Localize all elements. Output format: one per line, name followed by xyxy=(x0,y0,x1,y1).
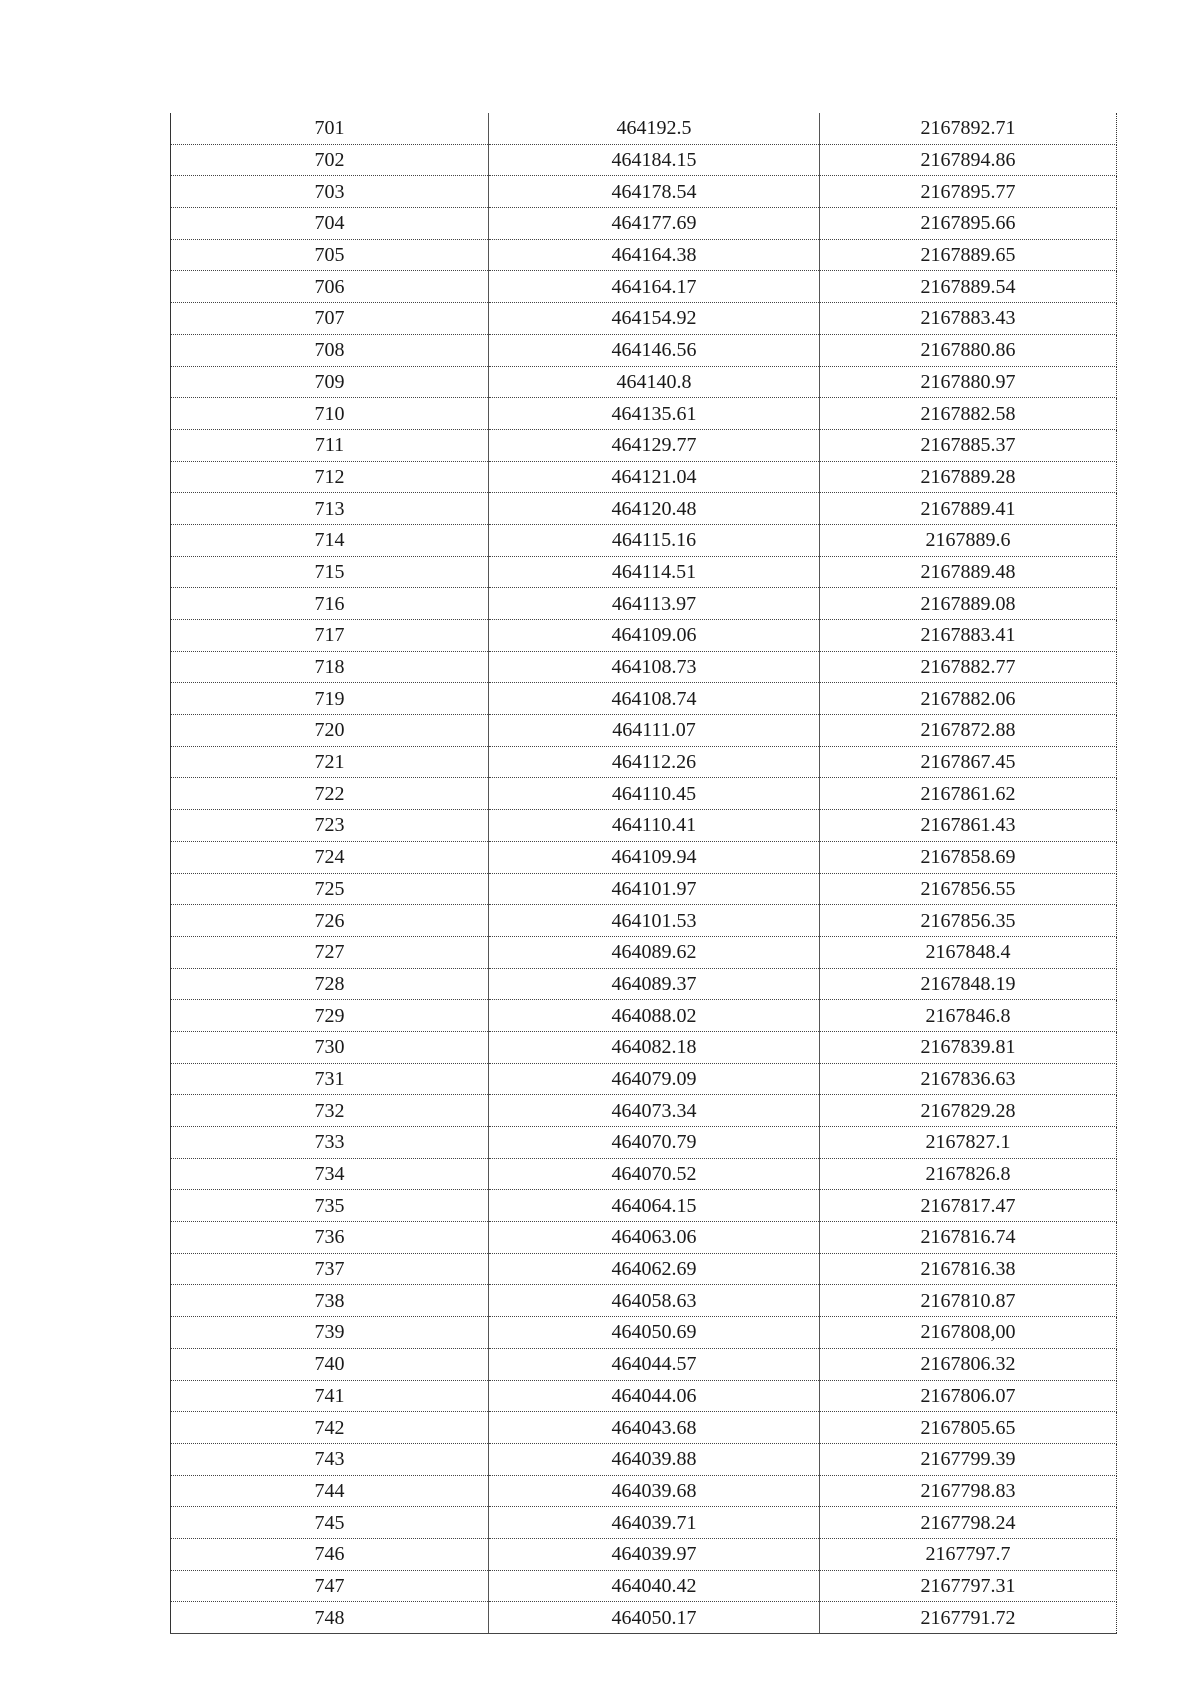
x-coordinate-cell: 464111.07 xyxy=(489,715,820,747)
point-number-cell: 706 xyxy=(171,271,489,303)
y-coordinate-cell: 2167885.37 xyxy=(820,429,1117,461)
table-row xyxy=(171,1443,1117,1475)
x-coordinate-cell: 464120.48 xyxy=(489,493,820,525)
y-coordinate-cell: 2167889.28 xyxy=(820,461,1117,493)
y-coordinate-cell: 2167872.88 xyxy=(820,715,1117,747)
point-number-cell: 733 xyxy=(171,1127,489,1159)
x-coordinate-cell: 464039.71 xyxy=(489,1507,820,1539)
table-row xyxy=(171,1602,1117,1634)
y-coordinate-cell: 2167895.77 xyxy=(820,176,1117,208)
y-coordinate-cell: 2167867.45 xyxy=(820,746,1117,778)
x-coordinate-cell: 464129.77 xyxy=(489,429,820,461)
table-row xyxy=(171,1063,1117,1095)
y-coordinate-cell: 2167798.24 xyxy=(820,1507,1117,1539)
table-row xyxy=(171,1253,1117,1285)
y-coordinate-cell: 2167889.41 xyxy=(820,493,1117,525)
x-coordinate-cell: 464079.09 xyxy=(489,1063,820,1095)
table-row xyxy=(171,746,1117,778)
x-coordinate-cell: 464089.37 xyxy=(489,968,820,1000)
y-coordinate-cell: 2167797.7 xyxy=(820,1538,1117,1570)
point-number-cell: 742 xyxy=(171,1412,489,1444)
y-coordinate-cell: 2167889.65 xyxy=(820,239,1117,271)
x-coordinate-cell: 464070.79 xyxy=(489,1127,820,1159)
y-coordinate-cell: 2167895.66 xyxy=(820,208,1117,240)
point-number-cell: 730 xyxy=(171,1031,489,1063)
point-number-cell: 729 xyxy=(171,1000,489,1032)
y-coordinate-cell: 2167882.06 xyxy=(820,683,1117,715)
point-number-cell: 707 xyxy=(171,303,489,335)
table-row xyxy=(171,429,1117,461)
x-coordinate-cell: 464113.97 xyxy=(489,588,820,620)
x-coordinate-cell: 464109.94 xyxy=(489,841,820,873)
x-coordinate-cell: 464101.97 xyxy=(489,873,820,905)
x-coordinate-cell: 464108.73 xyxy=(489,651,820,683)
y-coordinate-cell: 2167889.54 xyxy=(820,271,1117,303)
point-number-cell: 734 xyxy=(171,1158,489,1190)
x-coordinate-cell: 464039.68 xyxy=(489,1475,820,1507)
y-coordinate-cell: 2167889.6 xyxy=(820,524,1117,556)
point-number-cell: 744 xyxy=(171,1475,489,1507)
point-number-cell: 722 xyxy=(171,778,489,810)
x-coordinate-cell: 464064.15 xyxy=(489,1190,820,1222)
y-coordinate-cell: 2167827.1 xyxy=(820,1127,1117,1159)
table-row xyxy=(171,1095,1117,1127)
table-row xyxy=(171,968,1117,1000)
table-row xyxy=(171,1380,1117,1412)
table-row xyxy=(171,113,1117,144)
point-number-cell: 732 xyxy=(171,1095,489,1127)
y-coordinate-cell: 2167861.43 xyxy=(820,810,1117,842)
y-coordinate-cell: 2167889.48 xyxy=(820,556,1117,588)
table-row xyxy=(171,1570,1117,1602)
y-coordinate-cell: 2167808,00 xyxy=(820,1317,1117,1349)
table-row xyxy=(171,936,1117,968)
y-coordinate-cell: 2167839.81 xyxy=(820,1031,1117,1063)
y-coordinate-cell: 2167861.62 xyxy=(820,778,1117,810)
x-coordinate-cell: 464164.17 xyxy=(489,271,820,303)
coordinates-table-body xyxy=(171,113,1117,1634)
point-number-cell: 748 xyxy=(171,1602,489,1634)
y-coordinate-cell: 2167826.8 xyxy=(820,1158,1117,1190)
point-number-cell: 727 xyxy=(171,936,489,968)
x-coordinate-cell: 464115.16 xyxy=(489,524,820,556)
table-row xyxy=(171,810,1117,842)
y-coordinate-cell: 2167798.83 xyxy=(820,1475,1117,1507)
y-coordinate-cell: 2167829.28 xyxy=(820,1095,1117,1127)
point-number-cell: 705 xyxy=(171,239,489,271)
x-coordinate-cell: 464178.54 xyxy=(489,176,820,208)
table-row xyxy=(171,493,1117,525)
table-row xyxy=(171,176,1117,208)
x-coordinate-cell: 464108.74 xyxy=(489,683,820,715)
y-coordinate-cell: 2167858.69 xyxy=(820,841,1117,873)
point-number-cell: 716 xyxy=(171,588,489,620)
y-coordinate-cell: 2167816.74 xyxy=(820,1222,1117,1254)
y-coordinate-cell: 2167848.19 xyxy=(820,968,1117,1000)
table-row xyxy=(171,1222,1117,1254)
x-coordinate-cell: 464089.62 xyxy=(489,936,820,968)
x-coordinate-cell: 464040.42 xyxy=(489,1570,820,1602)
point-number-cell: 713 xyxy=(171,493,489,525)
point-number-cell: 710 xyxy=(171,398,489,430)
table-row xyxy=(171,144,1117,176)
point-number-cell: 704 xyxy=(171,208,489,240)
x-coordinate-cell: 464154.92 xyxy=(489,303,820,335)
y-coordinate-cell: 2167806.07 xyxy=(820,1380,1117,1412)
table-row xyxy=(171,398,1117,430)
x-coordinate-cell: 464082.18 xyxy=(489,1031,820,1063)
x-coordinate-cell: 464044.57 xyxy=(489,1348,820,1380)
x-coordinate-cell: 464039.97 xyxy=(489,1538,820,1570)
y-coordinate-cell: 2167816.38 xyxy=(820,1253,1117,1285)
y-coordinate-cell: 2167817.47 xyxy=(820,1190,1117,1222)
point-number-cell: 717 xyxy=(171,620,489,652)
table-row xyxy=(171,1538,1117,1570)
y-coordinate-cell: 2167848.4 xyxy=(820,936,1117,968)
y-coordinate-cell: 2167883.43 xyxy=(820,303,1117,335)
point-number-cell: 721 xyxy=(171,746,489,778)
point-number-cell: 724 xyxy=(171,841,489,873)
x-coordinate-cell: 464050.69 xyxy=(489,1317,820,1349)
table-row xyxy=(171,588,1117,620)
x-coordinate-cell: 464146.56 xyxy=(489,334,820,366)
point-number-cell: 725 xyxy=(171,873,489,905)
point-number-cell: 735 xyxy=(171,1190,489,1222)
point-number-cell: 718 xyxy=(171,651,489,683)
y-coordinate-cell: 2167791.72 xyxy=(820,1602,1117,1634)
point-number-cell: 711 xyxy=(171,429,489,461)
table-row xyxy=(171,1348,1117,1380)
point-number-cell: 712 xyxy=(171,461,489,493)
table-row xyxy=(171,271,1117,303)
x-coordinate-cell: 464135.61 xyxy=(489,398,820,430)
x-coordinate-cell: 464140.8 xyxy=(489,366,820,398)
point-number-cell: 738 xyxy=(171,1285,489,1317)
table-row xyxy=(171,1317,1117,1349)
point-number-cell: 728 xyxy=(171,968,489,1000)
table-row xyxy=(171,366,1117,398)
table-row xyxy=(171,905,1117,937)
x-coordinate-cell: 464044.06 xyxy=(489,1380,820,1412)
x-coordinate-cell: 464050.17 xyxy=(489,1602,820,1634)
table-row xyxy=(171,620,1117,652)
y-coordinate-cell: 2167889.08 xyxy=(820,588,1117,620)
x-coordinate-cell: 464110.41 xyxy=(489,810,820,842)
point-number-cell: 708 xyxy=(171,334,489,366)
coordinates-table xyxy=(170,113,1117,1634)
x-coordinate-cell: 464114.51 xyxy=(489,556,820,588)
x-coordinate-cell: 464039.88 xyxy=(489,1443,820,1475)
y-coordinate-cell: 2167846.8 xyxy=(820,1000,1117,1032)
y-coordinate-cell: 2167805.65 xyxy=(820,1412,1117,1444)
point-number-cell: 737 xyxy=(171,1253,489,1285)
x-coordinate-cell: 464192.5 xyxy=(489,113,820,144)
y-coordinate-cell: 2167892.71 xyxy=(820,113,1117,144)
point-number-cell: 709 xyxy=(171,366,489,398)
x-coordinate-cell: 464101.53 xyxy=(489,905,820,937)
table-row xyxy=(171,1000,1117,1032)
x-coordinate-cell: 464070.52 xyxy=(489,1158,820,1190)
table-row xyxy=(171,715,1117,747)
table-row xyxy=(171,524,1117,556)
y-coordinate-cell: 2167880.86 xyxy=(820,334,1117,366)
x-coordinate-cell: 464121.04 xyxy=(489,461,820,493)
point-number-cell: 702 xyxy=(171,144,489,176)
x-coordinate-cell: 464043.68 xyxy=(489,1412,820,1444)
x-coordinate-cell: 464184.15 xyxy=(489,144,820,176)
table-row xyxy=(171,778,1117,810)
x-coordinate-cell: 464112.26 xyxy=(489,746,820,778)
x-coordinate-cell: 464177.69 xyxy=(489,208,820,240)
table-row xyxy=(171,683,1117,715)
point-number-cell: 701 xyxy=(171,113,489,144)
y-coordinate-cell: 2167856.55 xyxy=(820,873,1117,905)
table-row xyxy=(171,651,1117,683)
point-number-cell: 745 xyxy=(171,1507,489,1539)
table-row xyxy=(171,334,1117,366)
table-row xyxy=(171,1031,1117,1063)
x-coordinate-cell: 464088.02 xyxy=(489,1000,820,1032)
point-number-cell: 703 xyxy=(171,176,489,208)
y-coordinate-cell: 2167810.87 xyxy=(820,1285,1117,1317)
point-number-cell: 736 xyxy=(171,1222,489,1254)
table-row xyxy=(171,1158,1117,1190)
y-coordinate-cell: 2167836.63 xyxy=(820,1063,1117,1095)
x-coordinate-cell: 464164.38 xyxy=(489,239,820,271)
table-row xyxy=(171,461,1117,493)
point-number-cell: 715 xyxy=(171,556,489,588)
table-row xyxy=(171,873,1117,905)
point-number-cell: 739 xyxy=(171,1317,489,1349)
y-coordinate-cell: 2167882.58 xyxy=(820,398,1117,430)
point-number-cell: 719 xyxy=(171,683,489,715)
point-number-cell: 723 xyxy=(171,810,489,842)
x-coordinate-cell: 464109.06 xyxy=(489,620,820,652)
x-coordinate-cell: 464062.69 xyxy=(489,1253,820,1285)
point-number-cell: 746 xyxy=(171,1538,489,1570)
point-number-cell: 740 xyxy=(171,1348,489,1380)
table-row xyxy=(171,239,1117,271)
table-row xyxy=(171,208,1117,240)
x-coordinate-cell: 464110.45 xyxy=(489,778,820,810)
table-row xyxy=(171,1285,1117,1317)
y-coordinate-cell: 2167883.41 xyxy=(820,620,1117,652)
point-number-cell: 731 xyxy=(171,1063,489,1095)
point-number-cell: 743 xyxy=(171,1443,489,1475)
point-number-cell: 726 xyxy=(171,905,489,937)
point-number-cell: 741 xyxy=(171,1380,489,1412)
table-row xyxy=(171,1190,1117,1222)
x-coordinate-cell: 464073.34 xyxy=(489,1095,820,1127)
y-coordinate-cell: 2167806.32 xyxy=(820,1348,1117,1380)
table-row xyxy=(171,1507,1117,1539)
y-coordinate-cell: 2167856.35 xyxy=(820,905,1117,937)
y-coordinate-cell: 2167894.86 xyxy=(820,144,1117,176)
point-number-cell: 720 xyxy=(171,715,489,747)
table-row xyxy=(171,1412,1117,1444)
table-row xyxy=(171,556,1117,588)
point-number-cell: 714 xyxy=(171,524,489,556)
y-coordinate-cell: 2167797.31 xyxy=(820,1570,1117,1602)
x-coordinate-cell: 464058.63 xyxy=(489,1285,820,1317)
table-row xyxy=(171,1475,1117,1507)
table-row xyxy=(171,841,1117,873)
point-number-cell: 747 xyxy=(171,1570,489,1602)
y-coordinate-cell: 2167880.97 xyxy=(820,366,1117,398)
y-coordinate-cell: 2167882.77 xyxy=(820,651,1117,683)
table-row xyxy=(171,1127,1117,1159)
x-coordinate-cell: 464063.06 xyxy=(489,1222,820,1254)
y-coordinate-cell: 2167799.39 xyxy=(820,1443,1117,1475)
table-row xyxy=(171,303,1117,335)
